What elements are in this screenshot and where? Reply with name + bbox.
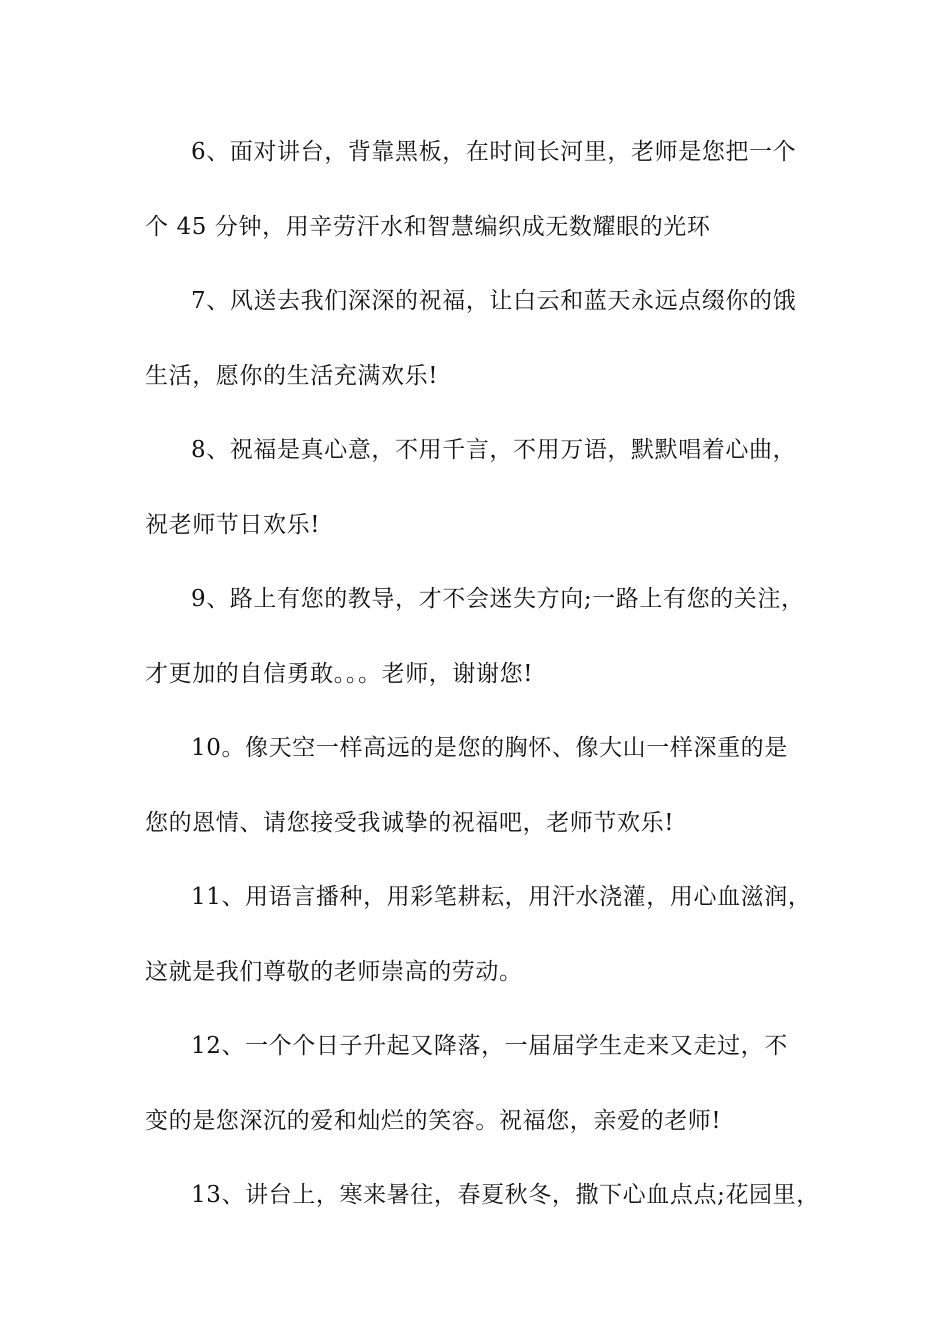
paragraph-10-line-2: 您的恩情、请您接受我诚挚的祝福吧，老师节欢乐! — [145, 809, 675, 836]
paragraph-10-line-1: 10。像天空一样高远的是您的胸怀、像大山一样深重的是 — [191, 735, 788, 761]
paragraph-11-line-1: 11、用语言播种，用彩笔耕耘，用汗水浇灌，用心血滋润， — [191, 884, 812, 910]
paragraph-6-line-2: 个 45 分钟，用辛劳汗水和智慧编织成无数耀眼的光环 — [145, 213, 711, 240]
paragraph-7-line-2: 生活，愿你的生活充满欢乐! — [145, 362, 439, 389]
paragraph-13-line-1: 13、讲台上，寒来暑往，春夏秋冬，撒下心血点点;花园里， — [191, 1182, 820, 1208]
paragraph-8-line-2: 祝老师节日欢乐! — [145, 511, 321, 538]
paragraph-9-line-1: 9、路上有您的教导，才不会迷失方向;一路上有您的关注， — [191, 586, 805, 612]
document-body — [145, 128, 825, 1246]
paragraph-6-line-1: 6、面对讲台，背靠黑板，在时间长河里，老师是您把一个 — [191, 139, 797, 165]
paragraph-7-line-1: 7、风送去我们深深的祝福，让白云和蓝天永远点缀你的饿 — [191, 288, 797, 314]
paragraph-8-line-1: 8、祝福是真心意，不用千言，不用万语，默默唱着心曲， — [191, 437, 797, 463]
paragraph-11-line-2: 这就是我们尊敬的老师崇高的劳动。 — [145, 958, 523, 985]
paragraph-12-line-2: 变的是您深沉的爱和灿烂的笑容。祝福您，亲爱的老师! — [145, 1107, 722, 1134]
paragraph-9-line-2: 才更加的自信勇敢。。。老师，谢谢您! — [145, 660, 534, 687]
paragraph-12-line-1: 12、一个个日子升起又降落，一届届学生走来又走过，不 — [191, 1033, 788, 1059]
